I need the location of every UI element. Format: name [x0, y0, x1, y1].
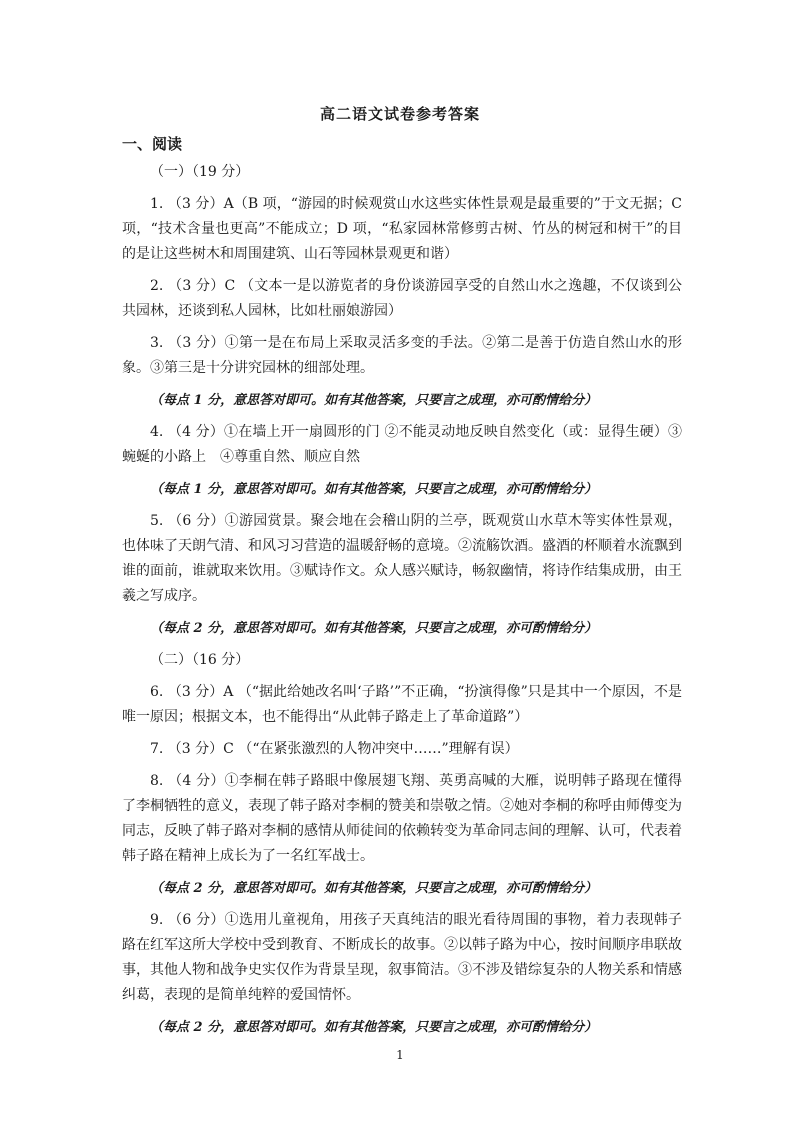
- scoring-note: （每点 1 分，意思答对即可。如有其他答案，只要言之成理，亦可酌情给分）: [150, 482, 598, 497]
- scoring-note: （每点 2 分，意思答对即可。如有其他答案，只要言之成理，亦可酌情给分）: [150, 621, 598, 636]
- answer-paragraph: 4. （4 分）①在墙上开一扇圆形的门 ②不能灵动地反映自然变化（或：显得生硬）③蜿蜒的小路上 ④尊重自然、顺应自然: [122, 424, 682, 465]
- section-heading-reading: 一、阅读: [122, 135, 183, 153]
- scoring-note: （每点 2 分，意思答对即可。如有其他答案，只要言之成理，亦可酌情给分）: [150, 1020, 598, 1035]
- answer-paragraph: 6. （3 分）A （“据此给她改名叫‘子路’”不正确，“扮演得像”只是其中一个原因，不是唯一原因；根据文本，也不能得出“从此韩子路走上了革命道路”）: [122, 684, 682, 725]
- subsection-heading: （二）（16 分）: [150, 652, 250, 668]
- answer-paragraph: 7. （3 分）C （“在紧张激烈的人物冲突中……”理解有误）: [150, 741, 519, 757]
- answer-paragraph: 1. （3 分）A（B 项，“游园的时候观赏山水这些实体性景观是最重要的”于文无据；C 项，“技术含量也更高”不能成立；D 项，“私家园林常修剪古树、竹丛的树冠和树干”的目的是让这些树木和周围建筑、山石等园林景观更和谐）: [122, 196, 682, 262]
- answer-content: [122, 160, 682, 1047]
- answer-paragraph: 8. （4 分）①李桐在韩子路眼中像展翅飞翔、英勇高喊的大雁，说明韩子路现在懂得了李桐牺牲的意义，表现了韩子路对李桐的赞美和崇敬之情。②她对李桐的称呼由师傅变为同志，反映了韩子路对李桐的感情从师徒间的依赖转变为革命同志间的理解、认可，代表着韩子路在精神上成长为了一名红军战士。: [122, 773, 682, 864]
- page-title: 高二语文试卷参考答案: [319, 105, 480, 123]
- answer-paragraph: 3. （3 分）①第一是在布局上采取灵活多变的手法。②第二是善于仿造自然山水的形象。③第三是十分讲究园林的细部处理。: [122, 335, 682, 376]
- page-number: 1: [396, 1048, 404, 1062]
- answer-paragraph: 2. （3 分）C （文本一是以游览者的身份谈游园享受的自然山水之逸趣，不仅谈到公共园林，还谈到私人园林，比如杜丽娘游园）: [122, 278, 682, 319]
- scoring-note: （每点 1 分，意思答对即可。如有其他答案，只要言之成理，亦可酌情给分）: [150, 393, 598, 408]
- scoring-note: （每点 2 分，意思答对即可。如有其他答案，只要言之成理，亦可酌情给分）: [150, 881, 598, 896]
- answer-paragraph: 9. （6 分）①选用儿童视角，用孩子天真纯洁的眼光看待周围的事物，着力表现韩子路在红军这所大学校中受到教育、不断成长的故事。②以韩子路为中心，按时间顺序串联故事，其他人物和战争史实仅作为背景呈现，叙事简洁。③不涉及错综复杂的人物关系和情感纠葛，表现的是简单纯粹的爱国情怀。: [122, 912, 682, 1003]
- subsection-heading: （一）（19 分）: [150, 164, 250, 180]
- answer-paragraph: 5. （6 分）①游园赏景。聚会地在会稽山阴的兰亭，既观赏山水草木等实体性景观，也体味了天朗气清、和风习习营造的温暖舒畅的意境。②流觞饮酒。盛酒的杯顺着水流飘到谁的面前，谁就取来饮用。③赋诗作文。众人感兴赋诗，畅叙幽情，将诗作结集成册，由王羲之写成序。: [122, 513, 682, 604]
